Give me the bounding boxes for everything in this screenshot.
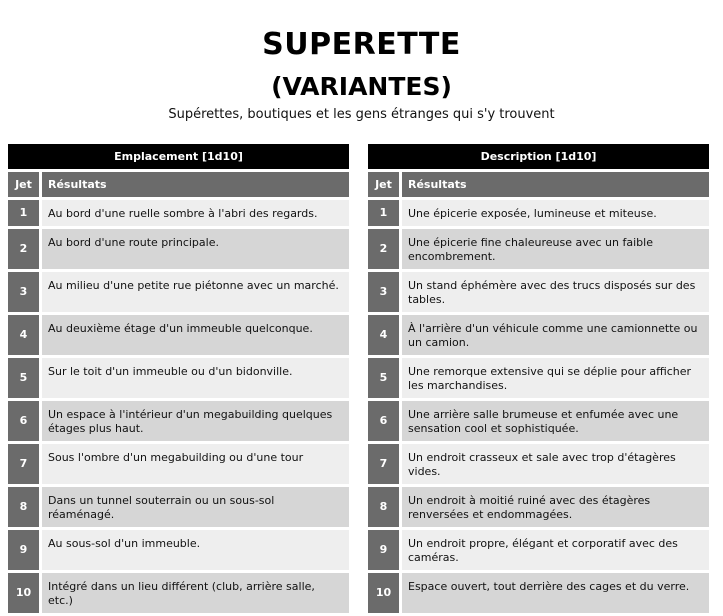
table-row <box>368 315 709 355</box>
page-title: SUPERETTE <box>262 27 461 62</box>
column-header-jet: Jet <box>8 172 42 197</box>
table-title: Description [1d10] <box>368 144 709 169</box>
roll-number: 4 <box>8 315 42 355</box>
result-text: Au sous-sol d'un immeuble. <box>42 530 349 570</box>
table-row <box>8 315 349 355</box>
table-row <box>8 200 349 226</box>
table-row <box>8 487 349 527</box>
result-text: Une épicerie fine chaleureuse avec un faible encombrement. <box>402 229 709 269</box>
table-row <box>368 530 709 570</box>
roll-number: 5 <box>8 358 42 398</box>
emplacement-table <box>8 141 349 616</box>
roll-number: 6 <box>8 401 42 441</box>
result-text: Une arrière salle brumeuse et enfumée avec une sensation cool et sophistiquée. <box>402 401 709 441</box>
table-row <box>368 200 709 226</box>
result-text: Un espace à l'intérieur d'un megabuilding quelques étages plus haut. <box>42 401 349 441</box>
result-text: Une remorque extensive qui se déplie pour afficher les marchandises. <box>402 358 709 398</box>
result-text: Espace ouvert, tout derrière des cages et du verre. <box>402 573 709 613</box>
roll-number: 3 <box>8 272 42 312</box>
result-text: Sur le toit d'un immeuble ou d'un bidonville. <box>42 358 349 398</box>
roll-number: 9 <box>8 530 42 570</box>
column-header-results: Résultats <box>42 172 349 197</box>
table-row <box>368 358 709 398</box>
result-text: Au bord d'une route principale. <box>42 229 349 269</box>
table-row <box>8 444 349 484</box>
table-row <box>8 401 349 441</box>
table-row <box>368 401 709 441</box>
table-title: Emplacement [1d10] <box>8 144 349 169</box>
roll-number: 4 <box>368 315 402 355</box>
table-row <box>8 358 349 398</box>
result-text: À l'arrière d'un véhicule comme une camionnette ou un camion. <box>402 315 709 355</box>
roll-number: 5 <box>368 358 402 398</box>
roll-number: 10 <box>8 573 42 613</box>
table-row <box>368 487 709 527</box>
result-text: Dans un tunnel souterrain ou un sous-sol réaménagé. <box>42 487 349 527</box>
table-row <box>368 573 709 613</box>
roll-number: 10 <box>368 573 402 613</box>
table-row <box>368 272 709 312</box>
roll-number: 1 <box>8 200 42 226</box>
table-row <box>8 530 349 570</box>
page-subtitle: (VARIANTES) <box>271 72 452 101</box>
table-body <box>8 200 349 613</box>
roll-number: 8 <box>8 487 42 527</box>
table-row <box>8 573 349 613</box>
result-text: Un endroit crasseux et sale avec trop d'étagères vides. <box>402 444 709 484</box>
roll-number: 2 <box>8 229 42 269</box>
roll-number: 2 <box>368 229 402 269</box>
table-row <box>368 229 709 269</box>
table-row <box>8 272 349 312</box>
roll-number: 7 <box>368 444 402 484</box>
roll-number: 1 <box>368 200 402 226</box>
result-text: Un endroit à moitié ruiné avec des étagères renversées et endommagées. <box>402 487 709 527</box>
roll-number: 8 <box>368 487 402 527</box>
result-text: Sous l'ombre d'un megabuilding ou d'une tour <box>42 444 349 484</box>
result-text: Au milieu d'une petite rue piétonne avec un marché. <box>42 272 349 312</box>
result-text: Un endroit propre, élégant et corporatif avec des caméras. <box>402 530 709 570</box>
roll-number: 6 <box>368 401 402 441</box>
result-text: Un stand éphémère avec des trucs disposés sur des tables. <box>402 272 709 312</box>
table-row <box>8 229 349 269</box>
page-tagline: Supérettes, boutiques et les gens étranges qui s'y trouvent <box>168 107 555 122</box>
result-text: Au deuxième étage d'un immeuble quelconque. <box>42 315 349 355</box>
table-body <box>368 200 709 613</box>
roll-number: 3 <box>368 272 402 312</box>
roll-number: 9 <box>368 530 402 570</box>
description-table <box>368 141 709 616</box>
column-header-jet: Jet <box>368 172 402 197</box>
result-text: Intégré dans un lieu différent (club, arrière salle, etc.) <box>42 573 349 613</box>
roll-number: 7 <box>8 444 42 484</box>
result-text: Au bord d'une ruelle sombre à l'abri des regards. <box>42 200 349 226</box>
column-header-results: Résultats <box>402 172 709 197</box>
result-text: Une épicerie exposée, lumineuse et miteuse. <box>402 200 709 226</box>
table-row <box>368 444 709 484</box>
